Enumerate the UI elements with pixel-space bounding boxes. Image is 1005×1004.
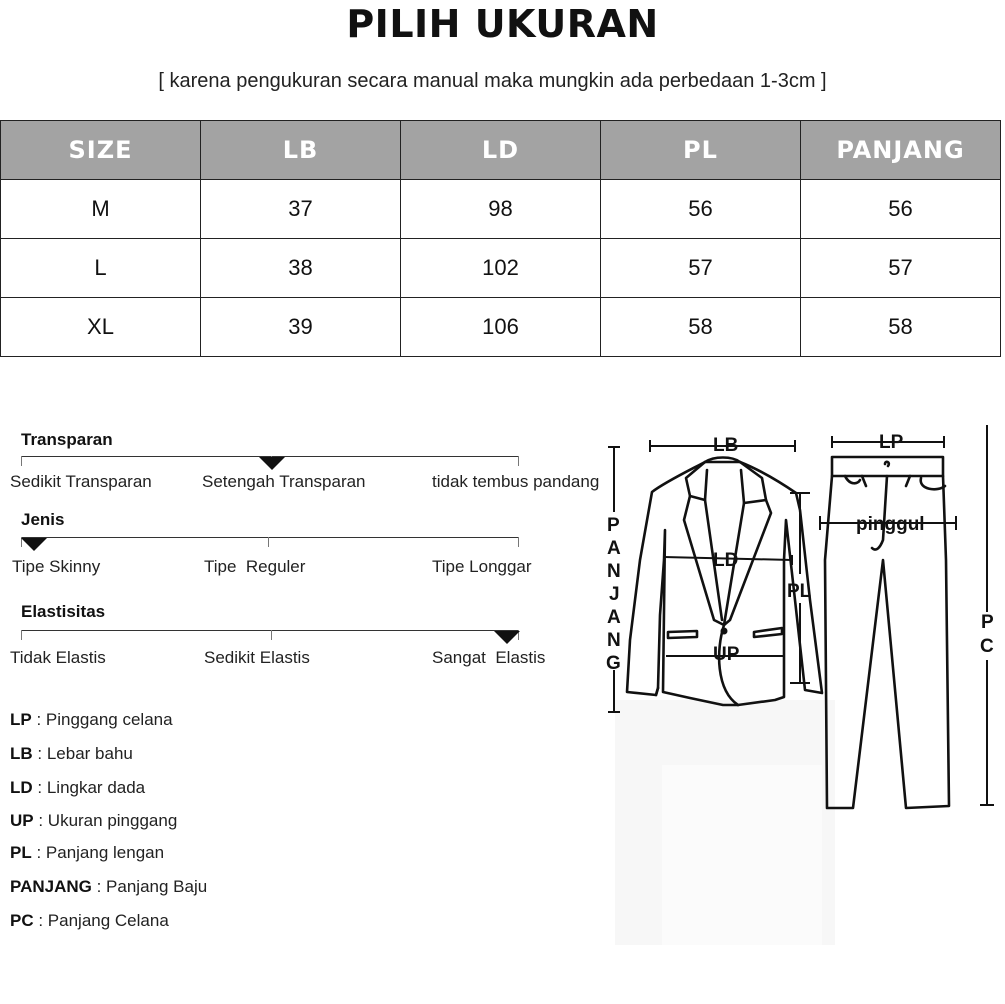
legend-desc: : Lingkar dada bbox=[32, 778, 146, 797]
scale-line-elastisitas bbox=[21, 630, 519, 631]
table-cell: 38 bbox=[201, 239, 401, 298]
scale-label: Tipe Reguler bbox=[204, 557, 306, 576]
pc-letter: P bbox=[981, 612, 994, 633]
table-cell: 106 bbox=[401, 298, 601, 357]
scale-marker-jenis bbox=[21, 538, 47, 551]
diagram-label-pl: PL bbox=[787, 581, 812, 602]
legend-item-lp bbox=[10, 710, 173, 730]
legend-item-pc bbox=[10, 911, 169, 931]
scale-line-jenis bbox=[21, 537, 519, 538]
measurement-diagram-svg bbox=[600, 420, 1005, 1004]
panjang-letter: N bbox=[607, 561, 621, 582]
scale-title-jenis: Jenis bbox=[21, 510, 65, 529]
table-cell: M bbox=[1, 180, 201, 239]
diagram-label-panjang bbox=[606, 515, 621, 674]
table-cell: 98 bbox=[401, 180, 601, 239]
legend-code: PC bbox=[10, 911, 34, 930]
legend-item-panjang bbox=[10, 877, 207, 897]
table-cell: 102 bbox=[401, 239, 601, 298]
legend-desc: : Panjang Baju bbox=[91, 877, 208, 896]
scale-tick bbox=[518, 537, 519, 547]
table-cell: 39 bbox=[201, 298, 401, 357]
legend-code: PL bbox=[10, 843, 32, 862]
panjang-letter: A bbox=[607, 538, 621, 559]
column-header-pl: PL bbox=[601, 121, 801, 180]
panjang-letter: P bbox=[607, 515, 620, 536]
diagram-label-lp: LP bbox=[879, 432, 904, 453]
scale-label: Tidak Elastis bbox=[10, 648, 106, 667]
table-cell: 57 bbox=[801, 239, 1001, 298]
diagram-shadow bbox=[662, 765, 822, 945]
panjang-letter: A bbox=[607, 607, 621, 628]
diagram-label-pinggul: pinggul bbox=[856, 514, 925, 535]
scale-label: Sedikit Transparan bbox=[10, 472, 152, 491]
panjang-letter: N bbox=[607, 630, 621, 651]
table-header-row bbox=[1, 121, 1001, 180]
scale-tick bbox=[518, 456, 519, 466]
table-cell: L bbox=[1, 239, 201, 298]
legend-desc: : Ukuran pinggang bbox=[33, 811, 178, 830]
scale-title-elastisitas: Elastisitas bbox=[21, 602, 106, 621]
column-header-panjang: PANJANG bbox=[801, 121, 1001, 180]
table-cell: 57 bbox=[601, 239, 801, 298]
legend-desc: : Panjang Celana bbox=[33, 911, 169, 930]
table-cell: 58 bbox=[601, 298, 801, 357]
page-title: PILIH UKURAN bbox=[346, 2, 659, 46]
diagram-label-pc bbox=[980, 612, 994, 657]
legend-desc: : Panjang lengan bbox=[31, 843, 165, 862]
scale-tick bbox=[21, 456, 22, 466]
diagram-label-ld: LD bbox=[713, 550, 739, 571]
scale-label: Tipe Skinny bbox=[12, 557, 101, 576]
panjang-letter: G bbox=[606, 653, 621, 674]
panjang-letter: J bbox=[609, 584, 620, 605]
legend-code: LB bbox=[10, 744, 33, 763]
legend-code: UP bbox=[10, 811, 34, 830]
table-cell: 58 bbox=[801, 298, 1001, 357]
legend-desc: : Pinggang celana bbox=[31, 710, 173, 729]
scale-tick bbox=[268, 537, 269, 547]
scale-tick bbox=[21, 630, 22, 640]
column-header-ld: LD bbox=[401, 121, 601, 180]
legend-item-lb bbox=[10, 744, 133, 764]
column-header-size: SIZE bbox=[1, 121, 201, 180]
scale-label: Sedikit Elastis bbox=[204, 648, 310, 667]
scale-label: Sangat Elastis bbox=[432, 648, 546, 667]
size-table bbox=[0, 120, 1001, 357]
legend-item-ld bbox=[10, 778, 145, 798]
diagram-label-up: UP bbox=[713, 644, 740, 665]
legend-item-pl bbox=[10, 843, 164, 863]
pc-letter: C bbox=[980, 636, 994, 657]
scale-label: tidak tembus pandang bbox=[432, 472, 600, 491]
legend-code: LP bbox=[10, 710, 32, 729]
scale-label: Setengah Transparan bbox=[202, 472, 366, 491]
jacket-button bbox=[721, 628, 728, 635]
scale-marker-transparan bbox=[259, 457, 285, 470]
table-row bbox=[1, 239, 1001, 298]
table-row bbox=[1, 298, 1001, 357]
legend-desc: : Lebar bahu bbox=[32, 744, 133, 763]
legend-code: PANJANG bbox=[10, 877, 92, 896]
diagram-label-lb: LB bbox=[713, 435, 739, 456]
measurement-note: [ karena pengukuran secara manual maka mungkin ada perbedaan 1-3cm ] bbox=[158, 70, 827, 92]
table-row bbox=[1, 180, 1001, 239]
column-header-lb: LB bbox=[201, 121, 401, 180]
legend-item-up bbox=[10, 811, 177, 831]
legend-code: LD bbox=[10, 778, 33, 797]
table-cell: 56 bbox=[601, 180, 801, 239]
scale-title-transparan: Transparan bbox=[21, 430, 113, 449]
pants-outline bbox=[825, 457, 949, 808]
table-cell: 56 bbox=[801, 180, 1001, 239]
table-cell: XL bbox=[1, 298, 201, 357]
scale-marker-elastisitas bbox=[494, 631, 520, 644]
table-cell: 37 bbox=[201, 180, 401, 239]
scale-label: Tipe Longgar bbox=[432, 557, 532, 576]
measurement-diagram bbox=[600, 420, 1005, 1004]
scale-tick bbox=[271, 630, 272, 640]
